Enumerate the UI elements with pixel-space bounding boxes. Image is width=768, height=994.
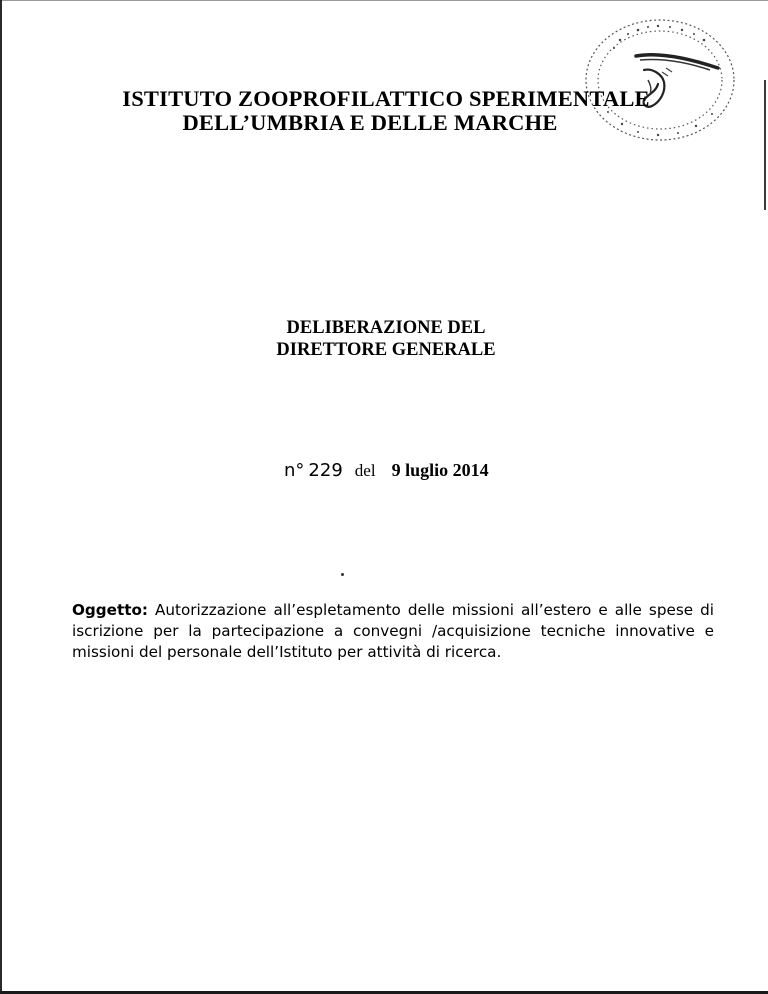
number-label: n°: [284, 460, 305, 481]
subject-label: Oggetto:: [72, 601, 148, 619]
scan-edge-left: [0, 0, 2, 994]
number-del: del: [354, 461, 376, 480]
deliberation-title: DELIBERAZIONE DEL: [286, 318, 486, 338]
scan-speck: [341, 573, 344, 576]
deliberation-subtitle: DIRETTORE GENERALE: [276, 340, 496, 360]
institute-name: ISTITUTO ZOOPROFILATTICO SPERIMENTALE: [122, 86, 650, 111]
institute-region: DELL’UMBRIA E DELLE MARCHE: [182, 110, 558, 135]
subject-text: Autorizzazione all’espletamento delle missioni all’estero e alle spese di iscrizione per la partecipazione a convegni /acquisizione tecniche innovative e missioni del personale dell’Istituto per attività di ricerca.: [72, 601, 714, 661]
deliberation-number-row: [284, 460, 489, 481]
deliberation-date: 9 luglio 2014: [391, 460, 489, 480]
number-value: 229: [308, 460, 343, 481]
scan-edge-top: [0, 0, 768, 1]
subject-paragraph: [72, 600, 714, 663]
